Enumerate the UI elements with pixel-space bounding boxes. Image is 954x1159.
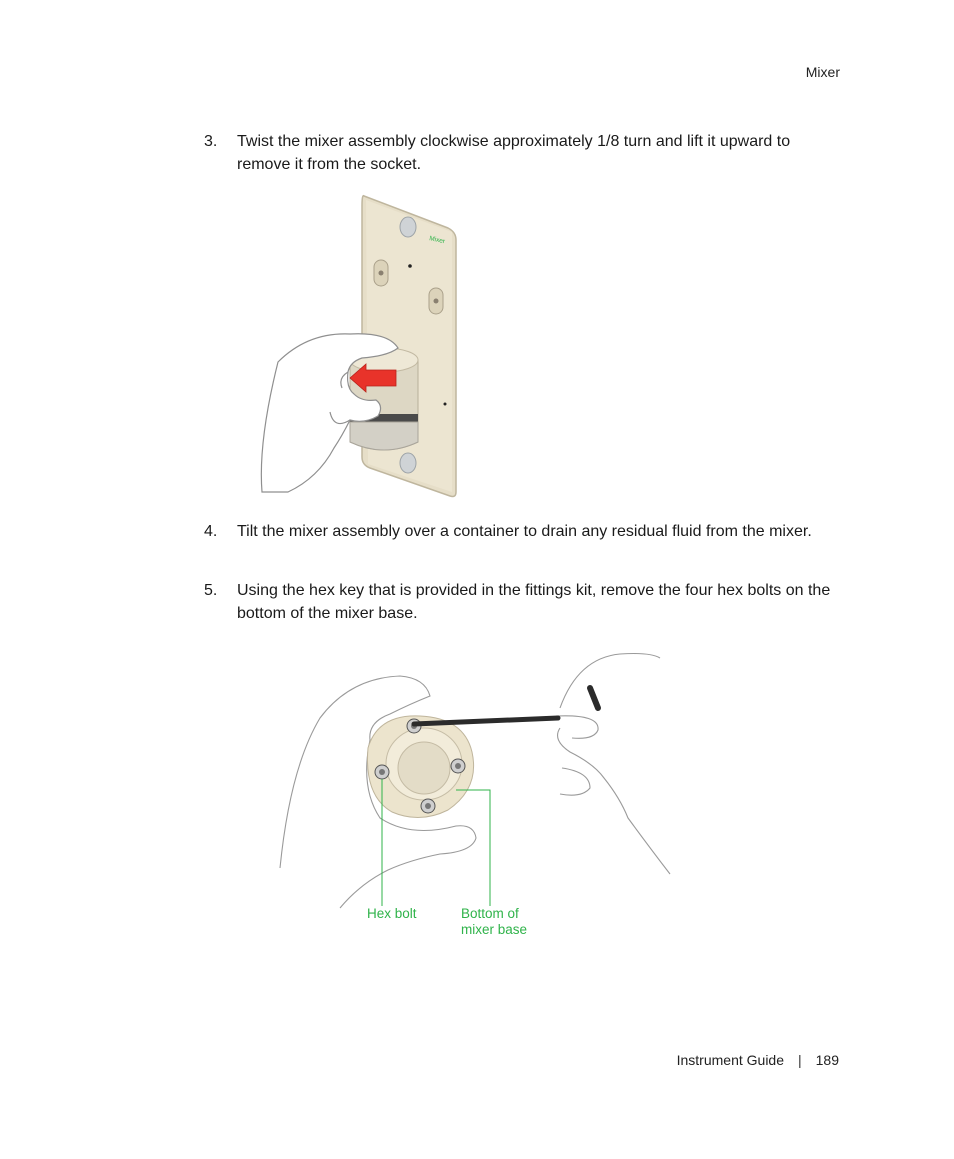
step-number: 4.	[204, 523, 218, 540]
hex-bolt-removal-illustration	[260, 648, 680, 943]
step-number: 5.	[204, 582, 218, 599]
mixer-removal-illustration	[238, 192, 468, 502]
hex-bolt-icon	[421, 799, 435, 813]
plate-label: Mixer	[428, 235, 446, 246]
running-header: Mixer	[805, 64, 840, 80]
hex-bolt-callout: Hex bolt	[367, 906, 417, 921]
step-text: Twist the mixer assembly clockwise approximately 1/8 turn and lift it upward to remove it from the socket.	[237, 133, 791, 173]
hex-bolt-icon	[451, 759, 465, 773]
hex-bolt-icon	[375, 765, 389, 779]
callout-line: Bottom of	[461, 906, 519, 921]
page-number: 189	[815, 1052, 839, 1068]
hex-key-icon	[414, 688, 598, 724]
mixer-base-leader-line	[456, 790, 490, 906]
callout-line: mixer base	[461, 922, 528, 937]
step-number: 3.	[204, 133, 218, 150]
right-hand-illustration	[556, 654, 670, 875]
mixer-base-callout	[461, 906, 527, 938]
footer-separator: |	[798, 1052, 802, 1068]
guide-title: Instrument Guide	[676, 1052, 784, 1068]
page-footer	[677, 1052, 839, 1068]
step-text: Tilt the mixer assembly over a container to drain any residual fluid from the mixer.	[237, 523, 812, 540]
step-text: Using the hex key that is provided in the fittings kit, remove the four hex bolts on the bottom of the mixer base.	[237, 582, 831, 622]
